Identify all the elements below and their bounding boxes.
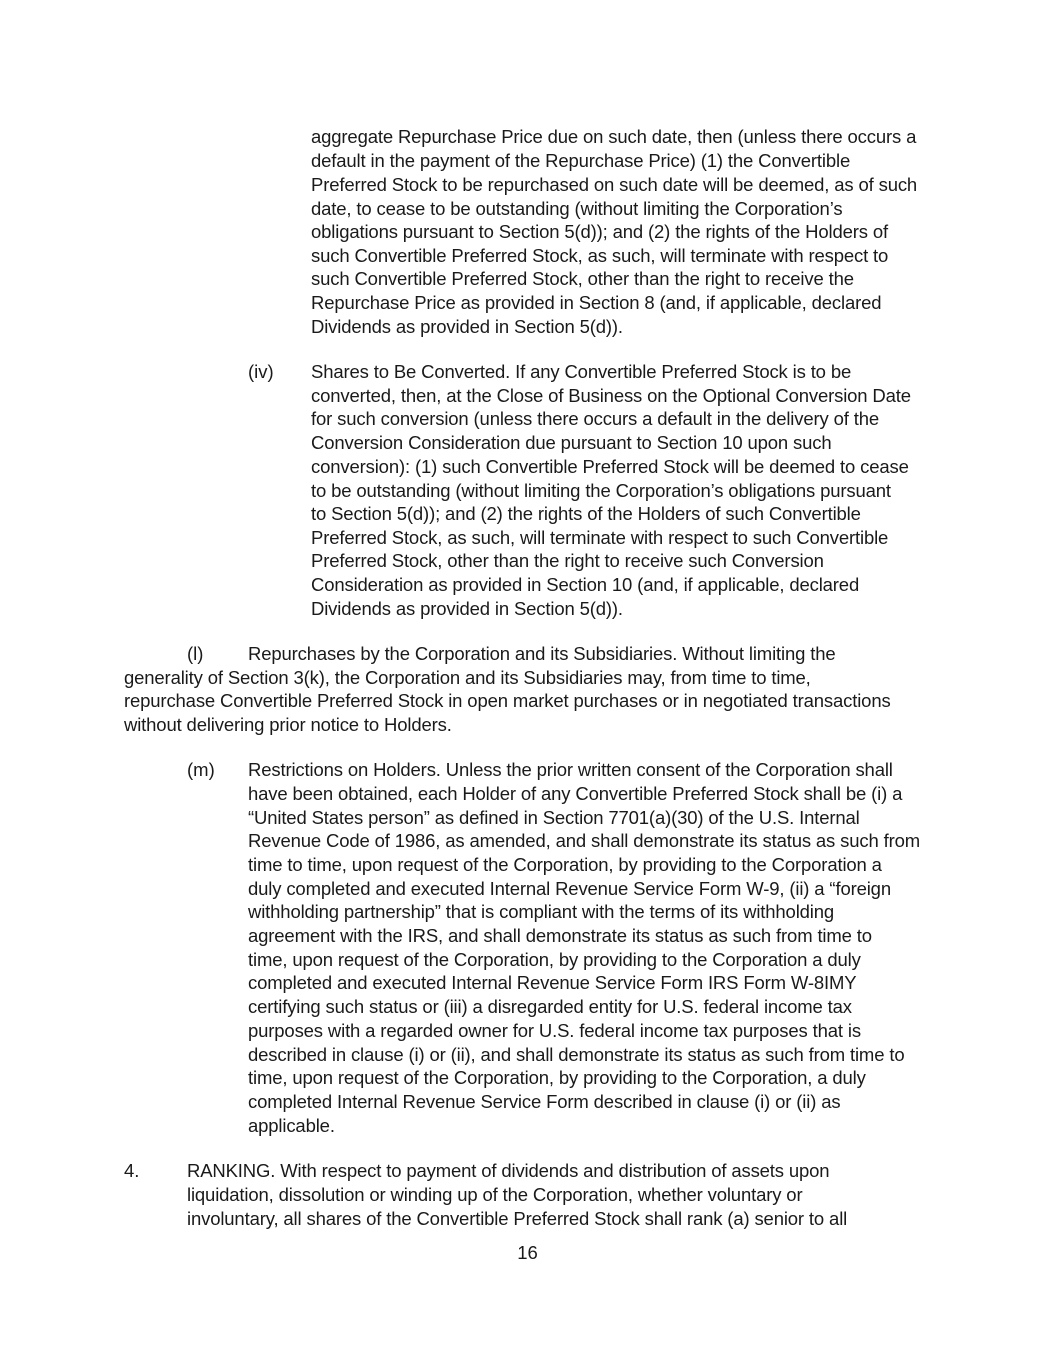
paragraph-line: time, upon request of the Corporation, by providing to the Corporation a duly bbox=[248, 949, 861, 970]
paragraph-line: liquidation, dissolution or winding up of the Corporation, whether voluntary or bbox=[187, 1184, 803, 1205]
paragraph-line: Conversion Consideration due pursuant to Section 10 upon such bbox=[311, 432, 832, 453]
paragraph-line: such Convertible Preferred Stock, as such, will terminate with respect to bbox=[311, 245, 889, 266]
paragraph-line: default in the payment of the Repurchase Price) (1) the Convertible bbox=[311, 150, 851, 171]
section-label: (m) bbox=[187, 759, 215, 780]
paragraph-line: “United States person” as defined in Section 7701(a)(30) of the U.S. Internal bbox=[248, 807, 860, 828]
paragraph-line: Revenue Code of 1986, as amended, and shall demonstrate its status as such from bbox=[248, 830, 921, 851]
paragraph-line: time to time, upon request of the Corporation, by providing to the Corporation a bbox=[248, 854, 882, 875]
paragraph-line: Restrictions on Holders. Unless the prior written consent of the Corporation shall bbox=[248, 759, 893, 780]
section-label: (iv) bbox=[248, 361, 274, 382]
paragraph-line: completed and executed Internal Revenue Service Form IRS Form W-8IMY bbox=[248, 972, 857, 993]
paragraph-line: Repurchases by the Corporation and its Subsidiaries. Without limiting the bbox=[248, 643, 836, 664]
paragraph-line: obligations pursuant to Section 5(d)); and (2) the rights of the Holders of bbox=[311, 221, 888, 242]
paragraph-line: date, to cease to be outstanding (without limiting the Corporation’s bbox=[311, 198, 843, 219]
paragraph-line: have been obtained, each Holder of any Convertible Preferred Stock shall be (i) a bbox=[248, 783, 903, 804]
paragraph-line: Dividends as provided in Section 5(d)). bbox=[311, 316, 623, 337]
section-label: (l) bbox=[187, 643, 204, 664]
paragraph-line: time, upon request of the Corporation, by providing to the Corporation, a duly bbox=[248, 1067, 866, 1088]
paragraph-line: withholding partnership” that is compliant with the terms of its withholding bbox=[248, 901, 835, 922]
paragraph-line: described in clause (i) or (ii), and shall demonstrate its status as such from time to bbox=[248, 1044, 905, 1065]
paragraph-line: Dividends as provided in Section 5(d)). bbox=[311, 598, 623, 619]
paragraph-line: Preferred Stock, as such, will terminate with respect to such Convertible bbox=[311, 527, 889, 548]
paragraph-line: generality of Section 3(k), the Corporation and its Subsidiaries may, from time to time, bbox=[124, 667, 811, 688]
paragraph-line: conversion): (1) such Convertible Preferred Stock will be deemed to cease bbox=[311, 456, 909, 477]
paragraph-line: applicable. bbox=[248, 1115, 335, 1136]
paragraph-line: converted, then, at the Close of Business on the Optional Conversion Date bbox=[311, 385, 911, 406]
paragraph-line: aggregate Repurchase Price due on such date, then (unless there occurs a bbox=[311, 126, 917, 147]
paragraph-line: such Convertible Preferred Stock, other than the right to receive the bbox=[311, 268, 854, 289]
paragraph-line: RANKING. With respect to payment of dividends and distribution of assets upon bbox=[187, 1160, 830, 1181]
paragraph-line: duly completed and executed Internal Revenue Service Form W-9, (ii) a “foreign bbox=[248, 878, 891, 899]
paragraph-line: Shares to Be Converted. If any Convertible Preferred Stock is to be bbox=[311, 361, 852, 382]
page-number: 16 bbox=[517, 1242, 538, 1263]
paragraph-line: to be outstanding (without limiting the Corporation’s obligations pursuant bbox=[311, 480, 891, 501]
paragraph-line: completed Internal Revenue Service Form described in clause (i) or (ii) as bbox=[248, 1091, 841, 1112]
paragraph-line: Preferred Stock, other than the right to receive such Conversion bbox=[311, 550, 824, 571]
paragraph-line: repurchase Convertible Preferred Stock in open market purchases or in negotiated transactions bbox=[124, 690, 891, 711]
paragraph-line: Preferred Stock to be repurchased on such date will be deemed, as of such bbox=[311, 174, 918, 195]
paragraph-line: Repurchase Price as provided in Section 8 (and, if applicable, declared bbox=[311, 292, 882, 313]
paragraph-line: without delivering prior notice to Holders. bbox=[124, 714, 452, 735]
paragraph-line: involuntary, all shares of the Convertible Preferred Stock shall rank (a) senior to all bbox=[187, 1208, 848, 1229]
paragraph-line: agreement with the IRS, and shall demonstrate its status as such from time to bbox=[248, 925, 872, 946]
paragraph-line: certifying such status or (iii) a disregarded entity for U.S. federal income tax bbox=[248, 996, 852, 1017]
section-label: 4. bbox=[124, 1160, 140, 1181]
paragraph-line: Consideration as provided in Section 10 (and, if applicable, declared bbox=[311, 574, 860, 595]
paragraph-line: to Section 5(d)); and (2) the rights of the Holders of such Convertible bbox=[311, 503, 861, 524]
paragraph-line: purposes with a regarded owner for U.S. federal income tax purposes that is bbox=[248, 1020, 861, 1041]
paragraph-line: for such conversion (unless there occurs a default in the delivery of the bbox=[311, 408, 879, 429]
